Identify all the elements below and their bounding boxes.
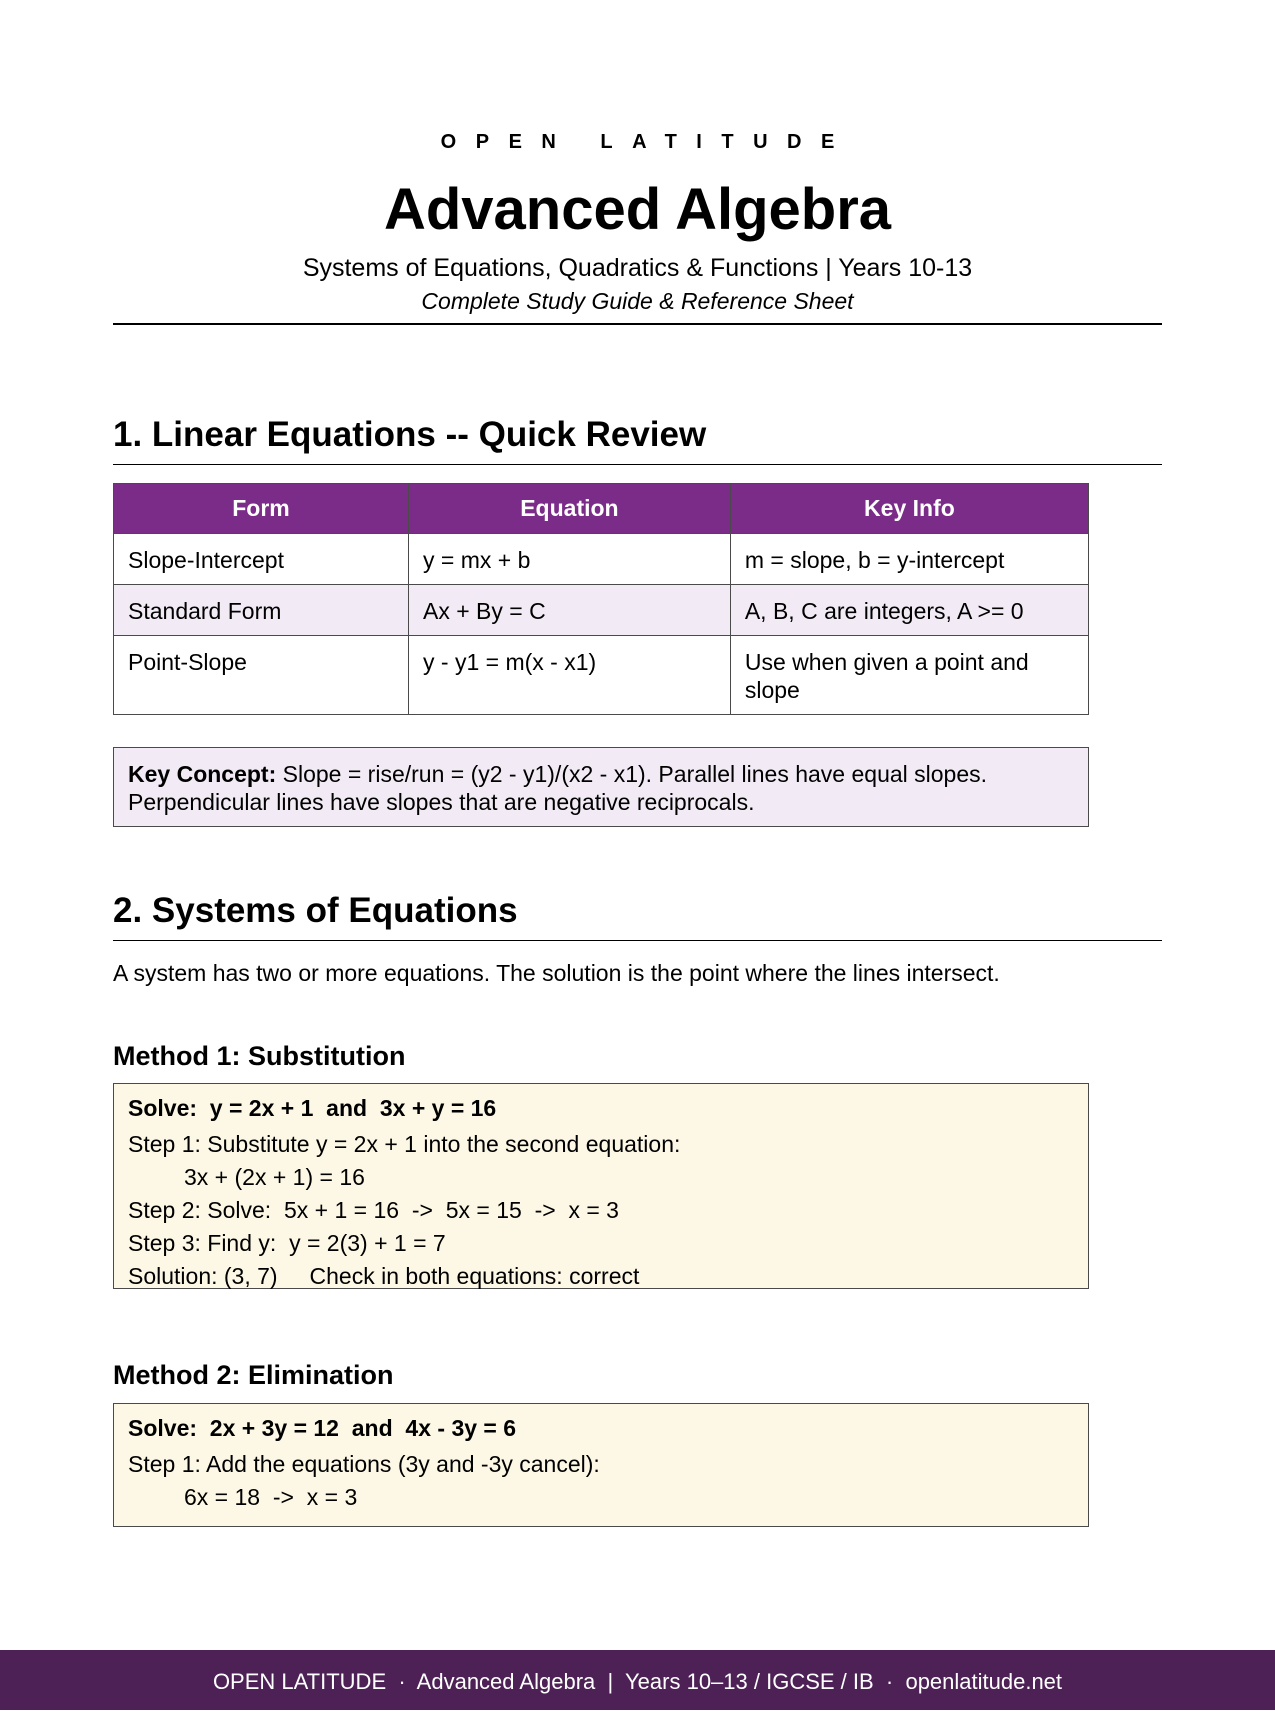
table-header-cell: Form bbox=[114, 484, 409, 534]
table-cell: Ax + By = C bbox=[409, 585, 731, 636]
example-step: 3x + (2x + 1) = 16 bbox=[184, 1164, 365, 1190]
table-cell: y - y1 = m(x - x1) bbox=[409, 636, 731, 715]
method-heading-substitution: Method 1: Substitution bbox=[113, 1041, 406, 1071]
table-cell: m = slope, b = y-intercept bbox=[730, 534, 1088, 585]
table-cell: Slope-Intercept bbox=[114, 534, 409, 585]
table-cell: Use when given a point and slope bbox=[730, 636, 1088, 715]
table-cell: y = mx + b bbox=[409, 534, 731, 585]
section-intro: A system has two or more equations. The solution is the point where the lines intersect. bbox=[113, 960, 1000, 986]
example-problem: Solve: 2x + 3y = 12 and 4x - 3y = 6 bbox=[128, 1415, 517, 1441]
key-concept-text: Slope = rise/run = (y2 - y1)/(x2 - x1). Parallel lines have equal slopes. Perpendicular lines have slopes that are negative reciprocals. bbox=[128, 761, 988, 815]
example-step: 6x = 18 -> x = 3 bbox=[184, 1484, 358, 1510]
section-heading-systems: 2. Systems of Equations bbox=[113, 890, 1162, 941]
table-header-cell: Key Info bbox=[730, 484, 1088, 534]
table-cell: A, B, C are integers, A >= 0 bbox=[730, 585, 1088, 636]
page-subtitle: Systems of Equations, Quadratics & Functions | Years 10-13 bbox=[302, 254, 973, 282]
example-step: Step 3: Find y: y = 2(3) + 1 = 7 bbox=[128, 1230, 446, 1256]
page-footer: OPEN LATITUDE · Advanced Algebra | Years 10–13 / IGCSE / IB · openlatitude.net bbox=[0, 1650, 1275, 1710]
brand-name: OPEN LATITUDE bbox=[440, 131, 854, 153]
table-header-cell: Equation bbox=[409, 484, 731, 534]
key-concept-label: Key Concept: bbox=[128, 761, 277, 787]
substitution-example-box bbox=[113, 1083, 1089, 1289]
example-step: Step 1: Substitute y = 2x + 1 into the second equation: bbox=[128, 1131, 681, 1157]
table-cell: Point-Slope bbox=[114, 636, 409, 715]
example-solution: Solution: (3, 7) Check in both equations: correct bbox=[128, 1263, 640, 1289]
header-divider bbox=[113, 323, 1162, 325]
key-concept-box bbox=[113, 747, 1089, 827]
page-tagline: Complete Study Guide & Reference Sheet bbox=[421, 288, 854, 314]
page-title: Advanced Algebra bbox=[383, 177, 892, 242]
table-header-row bbox=[114, 484, 1089, 534]
table-row bbox=[114, 585, 1089, 636]
linear-forms-table bbox=[113, 483, 1089, 715]
example-step: Step 1: Add the equations (3y and -3y cancel): bbox=[128, 1451, 600, 1477]
section-heading-linear-equations: 1. Linear Equations -- Quick Review bbox=[113, 414, 1162, 465]
method-heading-elimination: Method 2: Elimination bbox=[113, 1360, 394, 1390]
example-step: Step 2: Solve: 5x + 1 = 16 -> 5x = 15 -> x = 3 bbox=[128, 1197, 619, 1223]
elimination-example-box bbox=[113, 1403, 1089, 1527]
example-problem: Solve: y = 2x + 1 and 3x + y = 16 bbox=[128, 1095, 497, 1121]
table-row bbox=[114, 534, 1089, 585]
table-cell: Standard Form bbox=[114, 585, 409, 636]
table-row bbox=[114, 636, 1089, 715]
